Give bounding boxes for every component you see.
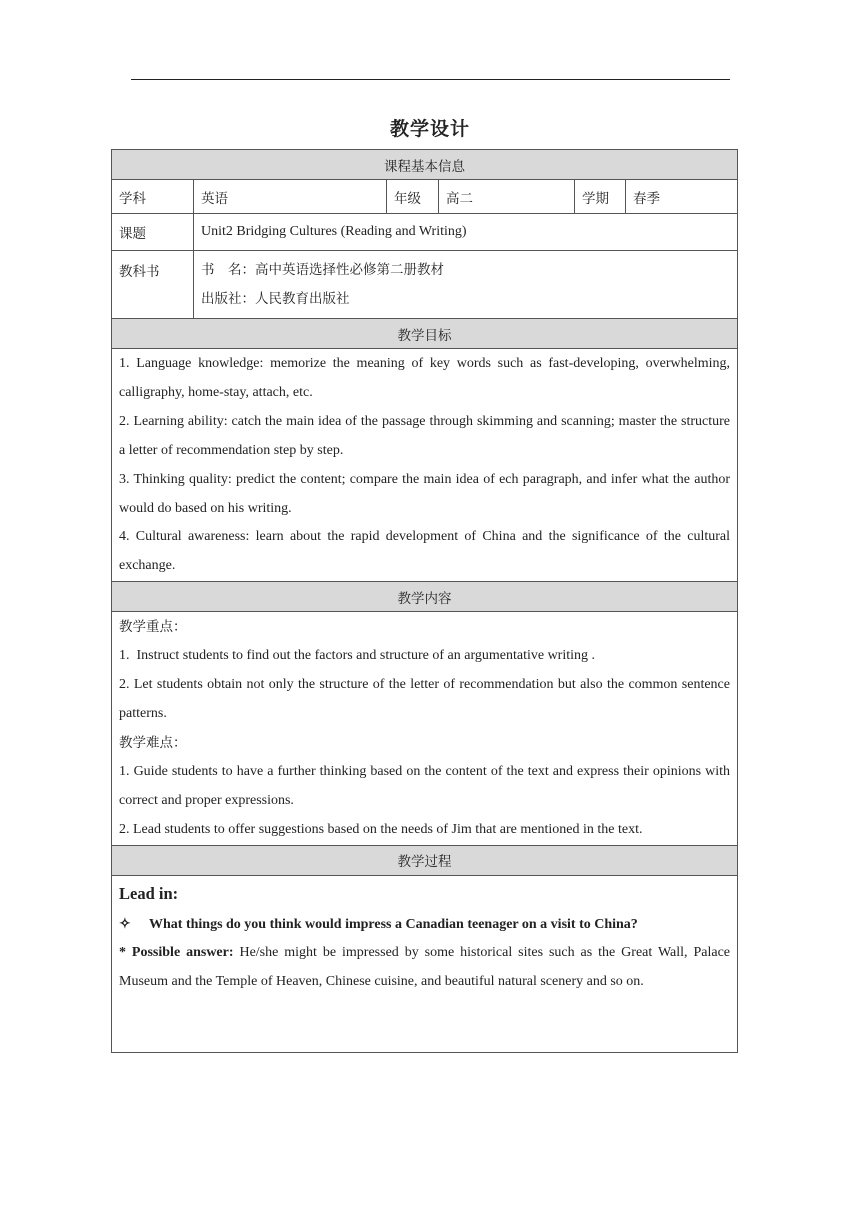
- lead-in-title: Lead in:: [119, 883, 179, 903]
- subject-grade-term-row: [112, 180, 738, 214]
- process-body: [112, 875, 738, 1052]
- objectives-body: [112, 349, 738, 582]
- question-text: What things do you think would impress a Canadian teenager on a visit to China?: [149, 916, 638, 932]
- term-value: 春季: [626, 180, 738, 214]
- diamond-bullet-icon: ✧: [119, 916, 131, 932]
- lesson-plan-table: [111, 149, 738, 1053]
- content-row: [112, 612, 738, 845]
- textbook-row: [112, 251, 738, 319]
- header-rule: [131, 79, 730, 80]
- lead-in-question: [119, 911, 730, 940]
- process-header-row: [112, 845, 738, 875]
- term-label: 学期: [575, 180, 626, 214]
- difficult-point-item: 1. Guide students to have a further thinking based on the content of the text and express their opinions with correct and proper expressions.: [119, 763, 730, 808]
- difficult-points-label: 教学难点：: [119, 734, 187, 751]
- objective-item: 1. Language knowledge: memorize the meaning of key words such as fast-developing, overwhelming, calligraphy, home-stay, attach, etc.: [119, 356, 730, 400]
- basic-info-header-row: [112, 150, 738, 180]
- publisher-line: 出版社：人民教育出版社: [201, 290, 350, 307]
- answer-text: He/she might be impressed by some historical sites such as the Great Wall, Palace Museum and the Temple of Heaven, Chinese cuisine, and beautiful natural scenery and so on.: [119, 945, 730, 990]
- answer-label: * Possible answer:: [119, 945, 234, 961]
- objectives-row: [112, 349, 738, 582]
- grade-value: 高二: [439, 180, 575, 214]
- topic-value: Unit2 Bridging Cultures (Reading and Writing): [194, 214, 738, 251]
- key-point-item: 2. Let students obtain not only the structure of the letter of recommendation but also the common sentence patterns.: [119, 677, 730, 721]
- objective-item: 3. Thinking quality: predict the content; compare the main idea of ech paragraph, and infer what the author would do based on his writing.: [119, 471, 730, 516]
- objectives-header-row: [112, 319, 738, 349]
- subject-value: 英语: [194, 180, 387, 214]
- topic-label: 课题: [112, 214, 194, 251]
- textbook-value: [194, 251, 738, 319]
- page-title: 教学设计: [389, 118, 470, 140]
- content-body: [112, 612, 738, 845]
- subject-label: 学科: [112, 180, 194, 214]
- objectives-header: 教学目标: [112, 319, 738, 349]
- topic-row: [112, 214, 738, 251]
- content-header-row: [112, 582, 738, 612]
- key-point-item: 1. Instruct students to find out the factors and structure of an argumentative writing .: [119, 648, 596, 664]
- process-row: [112, 875, 738, 1052]
- difficult-point-item: 2. Lead students to offer suggestions based on the needs of Jim that are mentioned in the text.: [119, 821, 643, 837]
- content-header: 教学内容: [112, 582, 738, 612]
- process-header: 教学过程: [112, 845, 738, 875]
- textbook-label: 教科书: [112, 251, 194, 319]
- possible-answer: [119, 939, 730, 997]
- grade-label: 年级: [387, 180, 439, 214]
- basic-info-header: 课程基本信息: [112, 150, 738, 180]
- objective-item: 2. Learning ability: catch the main idea of the passage through skimming and scanning; master the structure a letter of recommendation step by step.: [119, 413, 730, 458]
- book-name-line: 书 名：高中英语选择性必修第二册教材: [201, 261, 444, 278]
- key-points-label: 教学重点：: [119, 619, 187, 636]
- objective-item: 4. Cultural awareness: learn about the rapid development of China and the significance of the cultural exchange.: [119, 529, 730, 574]
